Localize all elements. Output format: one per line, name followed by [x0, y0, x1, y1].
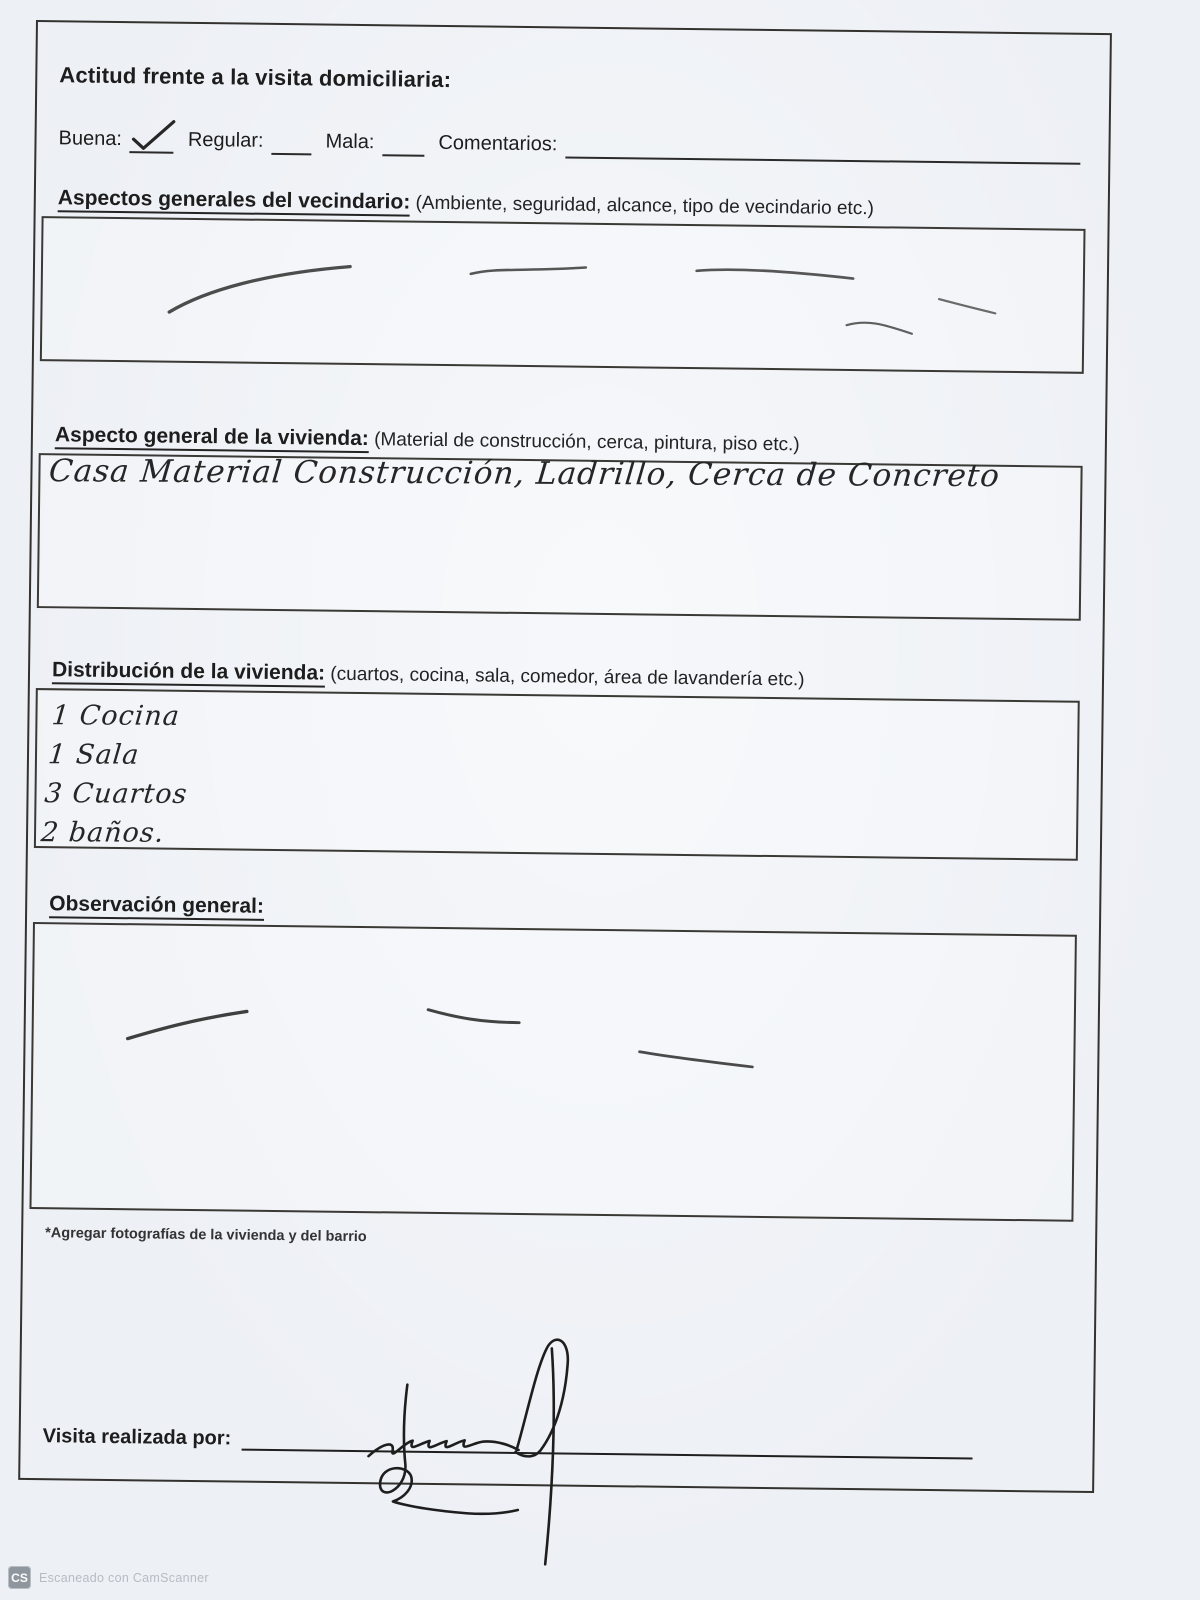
section-distribucion-box	[34, 688, 1080, 861]
option-regular-blank	[271, 129, 311, 155]
comments-blank	[565, 132, 1080, 164]
section-distribucion	[39, 658, 1076, 860]
section-distribucion-hint: (cuartos, cocina, sala, comedor, área de lavandería etc.)	[330, 663, 805, 691]
handwritten-line-sala: 1 Sala	[46, 739, 141, 771]
handwritten-vivienda-text: Casa Material Construcción, Ladrillo, Cerca de Concreto	[47, 453, 1002, 495]
section-distribucion-label: Distribución de la vivienda:	[52, 658, 325, 687]
option-buena-blank	[130, 127, 174, 154]
section-vivienda-box	[37, 453, 1083, 621]
comments-label: Comentarios:	[438, 131, 558, 156]
signature-label: Visita realizada por:	[42, 1425, 232, 1450]
handwritten-line-cocina: 1 Cocina	[50, 700, 182, 732]
faint-pen-strokes	[42, 218, 1084, 372]
section-observacion-box	[29, 922, 1076, 1222]
form-outer-border	[18, 20, 1112, 1493]
handwritten-line-banos: 2 baños.	[39, 817, 166, 849]
camscanner-icon: CS	[8, 1566, 31, 1589]
camscanner-footer	[8, 1566, 209, 1589]
faint-pen-strokes	[31, 924, 1074, 1220]
section-vivienda-hint: (Material de construcción, cerca, pintura, piso etc.)	[374, 429, 800, 456]
section-vecindario-hint: (Ambiente, seguridad, alcance, tipo de vecindario etc.)	[415, 192, 875, 220]
section-observacion-label: Observación general:	[49, 892, 264, 921]
option-buena-label: Buena:	[58, 127, 123, 151]
handwritten-line-cuartos: 3 Cuartos	[43, 778, 190, 810]
attitude-options-row	[58, 124, 1082, 165]
checkmark-icon	[128, 117, 180, 156]
section-vecindario-box	[40, 216, 1086, 374]
handwritten-distribucion-list	[39, 696, 196, 853]
option-mala-label: Mala:	[325, 130, 375, 154]
signature-row	[43, 1420, 973, 1459]
signature-line	[241, 1423, 973, 1460]
option-regular-label: Regular:	[187, 128, 264, 152]
option-mala-blank	[382, 130, 424, 157]
section-vivienda	[47, 423, 1079, 620]
footnote-photos: *Agregar fotografías de la vivienda y del barrio	[45, 1225, 367, 1246]
section-vivienda-label: Aspecto general de la vivienda:	[55, 423, 369, 453]
section-observacion	[45, 892, 1073, 1221]
form-title: Actitud frente a la visita domiciliaria:	[59, 62, 452, 93]
camscanner-text: Escaneado con CamScanner	[39, 1570, 209, 1585]
section-vecindario-label: Aspectos generales del vecindario:	[58, 186, 411, 216]
section-vecindario	[56, 186, 1082, 373]
